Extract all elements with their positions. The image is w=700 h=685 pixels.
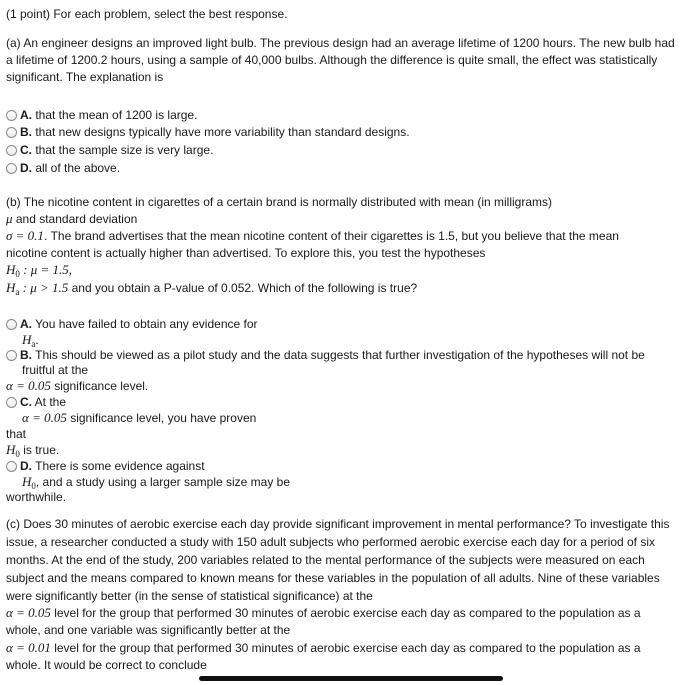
part-b-text-line-1: (b) The nicotine content in cigarettes of a certain brand is normally distributed with mean (in milligrams): [6, 195, 553, 209]
mu-symbol: μ: [6, 211, 13, 226]
part-c-text-line-3: months. At the end of the study, 200 variables related to the mental performance of the subjects were measured on each: [6, 553, 645, 567]
alpha-equation: α = 0.05: [6, 378, 51, 393]
problem-header: (1 point) For each problem, select the best response.: [6, 7, 288, 21]
option-text: that the sample size is very large.: [32, 143, 214, 157]
part-b-option-c-text-3: that: [6, 427, 27, 441]
option-text: There is some evidence against: [32, 459, 205, 473]
part-c-text-line-5: were significantly better (in the sense of statistical significance) at the: [6, 589, 373, 603]
part-b-text-line-4: nicotine content is actually higher than advertised. To explore this, you test the hypotheses: [6, 246, 486, 260]
option-label: D.: [20, 161, 32, 175]
option-label: D.: [20, 459, 32, 473]
option-label: A.: [20, 108, 32, 122]
option-text: At the: [32, 395, 67, 409]
part-c-text-line-2: issue, a researcher conducted a study with 150 adult subjects who performed aerobic exercise each day for a period of six: [6, 535, 656, 549]
option-label: C.: [20, 395, 32, 409]
part-b-option-b-text-2: fruitful at the: [22, 363, 89, 377]
part-b-text: and standard deviation: [12, 212, 138, 226]
option-label: B.: [20, 348, 32, 362]
part-c-text-line-1: (c) Does 30 minutes of aerobic exercise each day provide significant improvement in mental performance? To investigate this: [6, 517, 670, 531]
option-label: A.: [20, 317, 32, 331]
part-b-option-d-text-3: worthwhile.: [6, 490, 67, 504]
part-a-text-line-1: (a) An engineer designs an improved light bulb. The previous design had an average lifetime of 1200 hours. The new bulb had: [6, 36, 675, 50]
ha-symbol: $H_a$ : μ > 1.5: [6, 280, 69, 297]
part-a-option-a[interactable]: [6, 107, 197, 123]
alternative-hypothesis: [6, 280, 417, 296]
part-a-text-line-2: a lifetime of 1200.2 hours, using a sample of 40,000 bulbs. Although the difference is quite small, the effect was statistically: [6, 53, 658, 67]
part-c-text-line-9: whole. It would be correct to conclude: [6, 658, 207, 672]
part-b-question: and you obtain a P-value of 0.052. Which of the following is true?: [68, 281, 418, 295]
part-c-text-line-8: α = 0.01 level for the group that performed 30 minutes of aerobic exercise each day as compared to the population as a: [6, 640, 641, 655]
alpha-equation: α = 0.01: [6, 640, 51, 655]
option-label: C.: [20, 143, 32, 157]
part-a-option-c[interactable]: [6, 142, 213, 158]
part-b-option-d[interactable]: [6, 458, 205, 474]
radio-button[interactable]: [6, 461, 17, 472]
part-c-text-line-4: subject and the means compared to known means for these variables in the population of all adults. Nine of these variables: [6, 571, 660, 585]
part-b-text-line-3: [6, 228, 619, 244]
part-b-option-b[interactable]: [6, 347, 645, 363]
part-c-text-line-7: whole, and one variable was significantly better at the: [6, 623, 291, 637]
option-text: that the mean of 1200 is large.: [32, 108, 198, 122]
part-b-option-c-text-4: $H_0$ is true.: [6, 442, 60, 459]
radio-button[interactable]: [6, 163, 17, 174]
part-c-text-line-6: α = 0.05 level for the group that performed 30 minutes of aerobic exercise each day as compared to the population as a: [6, 605, 641, 620]
radio-button[interactable]: [6, 127, 17, 138]
alpha-equation: α = 0.05: [22, 410, 67, 425]
option-text: You have failed to obtain any evidence for: [32, 317, 258, 331]
part-b-option-b-text-3: α = 0.05 significance level.: [6, 378, 149, 393]
option-text: This should be viewed as a pilot study and the data suggests that further investigation of the hypotheses will not be: [32, 348, 645, 362]
part-a-text-line-3: significant. The explanation is: [6, 70, 164, 84]
radio-button[interactable]: [6, 350, 17, 361]
part-a-option-b[interactable]: [6, 124, 410, 140]
part-b-text: . The brand advertises that the mean nicotine content of their cigarettes is 1.5, but you believe that the mean: [43, 229, 619, 243]
horizontal-scrollbar[interactable]: [199, 676, 503, 681]
option-label: B.: [20, 125, 32, 139]
option-text: that new designs typically have more variability than standard designs.: [32, 125, 410, 139]
part-b-option-d-text-2: $H_0$, and a study using a larger sample size may be: [22, 474, 291, 491]
sigma-equation: σ = 0.1: [6, 228, 44, 243]
radio-button[interactable]: [6, 319, 17, 330]
null-hypothesis: [6, 262, 72, 278]
alpha-equation: α = 0.05: [6, 605, 51, 620]
radio-button[interactable]: [6, 397, 17, 408]
part-b-option-c-text-2: α = 0.05 significance level, you have proven: [22, 410, 257, 425]
part-b-option-c[interactable]: [6, 394, 66, 410]
part-b-option-a[interactable]: [6, 316, 258, 332]
part-a-option-d[interactable]: [6, 160, 120, 176]
radio-button[interactable]: [6, 145, 17, 156]
part-b-text-line-2: [6, 211, 137, 227]
part-b-option-a-math: $H_a$.: [22, 332, 39, 349]
option-text: all of the above.: [32, 161, 121, 175]
h0-symbol: $H_0$ : μ = 1.5,: [6, 262, 73, 279]
radio-button[interactable]: [6, 110, 17, 121]
